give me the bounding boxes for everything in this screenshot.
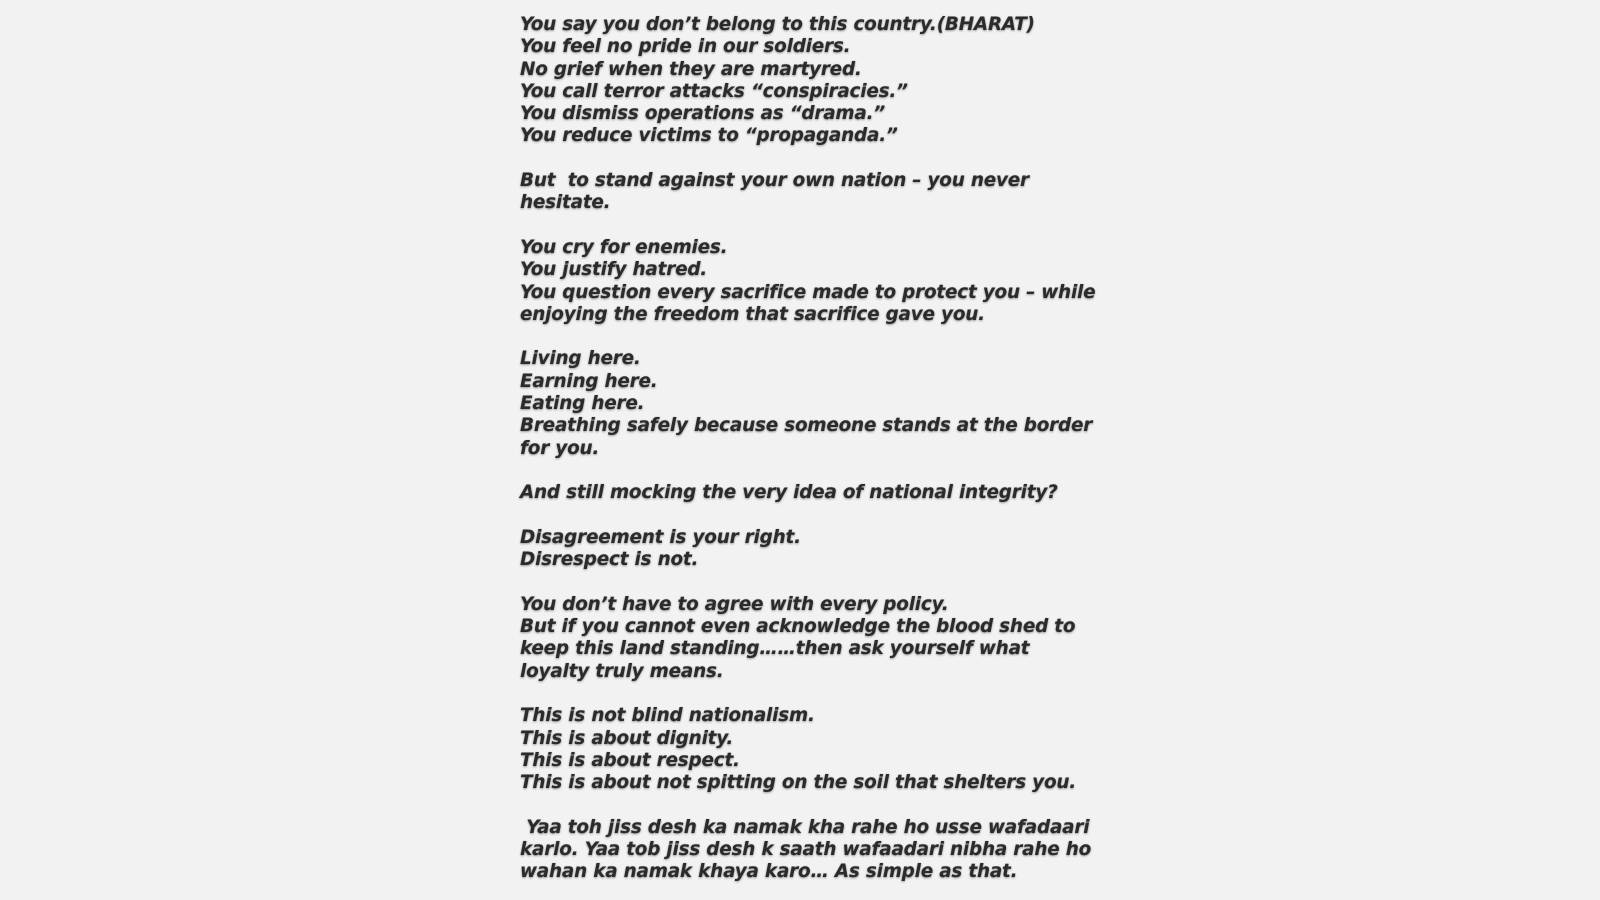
text-line: You say you don’t belong to this country.(BHARAT)	[520, 14, 1035, 35]
paragraph-gap	[520, 794, 1100, 816]
paragraph	[520, 237, 1100, 326]
text-line: loyalty truly means.	[520, 660, 724, 682]
text-line: hesitate.	[520, 192, 611, 214]
text-line: for you.	[520, 437, 600, 459]
paragraph	[520, 482, 1100, 504]
text-line: Earning here.	[520, 370, 658, 392]
text-line: But if you cannot even acknowledge the blood shed to	[520, 616, 1076, 638]
text-line: This is about respect.	[520, 749, 740, 771]
text-line: You don’t have to agree with every policy.	[520, 593, 949, 615]
paragraph	[520, 705, 1100, 794]
paragraph	[520, 817, 1100, 884]
text-line: Eating here.	[520, 393, 645, 415]
text-line: You feel no pride in our soldiers.	[520, 36, 851, 58]
text-line: Yaa toh jiss desh ka namak kha rahe ho usse wafadaari	[520, 816, 1090, 838]
text-line: keep this land standing……then ask yourself what	[520, 638, 1030, 660]
text-line: This is about dignity.	[520, 727, 734, 749]
paragraph	[520, 348, 1100, 459]
text-line: Disagreement is your right.	[520, 526, 801, 548]
paragraph-gap	[520, 571, 1100, 593]
paragraph	[520, 594, 1100, 683]
text-line: You cry for enemies.	[520, 236, 728, 258]
text-line: karlo. Yaa tob jiss desh k saath wafaadari nibha rahe ho	[520, 838, 1092, 860]
paragraph-gap	[520, 148, 1100, 170]
text-line: You justify hatred.	[520, 259, 708, 281]
text-line: enjoying the freedom that sacrifice gave you.	[520, 303, 985, 325]
text-line: You call terror attacks “conspiracies.”	[520, 80, 908, 102]
paragraph-gap	[520, 326, 1100, 348]
text-line: And still mocking the very idea of national integrity?	[520, 482, 1058, 504]
text-line: wahan ka namak khaya karo… As simple as that.	[520, 861, 1018, 883]
text-line: Breathing safely because someone stands at the border	[520, 415, 1093, 437]
paragraph-gap	[520, 683, 1100, 705]
essay-text	[520, 14, 1100, 884]
text-line: Living here.	[520, 348, 641, 370]
text-line: But to stand against your own nation – you never	[520, 170, 1029, 192]
text-line: You reduce victims to “propaganda.”	[520, 125, 898, 147]
paragraph-gap	[520, 215, 1100, 237]
paragraph	[520, 170, 1100, 215]
paragraph-gap	[520, 505, 1100, 527]
paragraph	[520, 527, 1100, 572]
text-line: This is about not spitting on the soil that shelters you.	[520, 772, 1077, 794]
text-line: This is not blind nationalism.	[520, 705, 815, 727]
text-line: You question every sacrifice made to protect you – while	[520, 281, 1096, 303]
paragraph-gap	[520, 460, 1100, 482]
text-line: No grief when they are martyred.	[520, 58, 862, 80]
text-line: You dismiss operations as “drama.”	[520, 103, 886, 125]
text-line: Disrespect is not.	[520, 549, 699, 571]
paragraph	[520, 14, 1100, 148]
